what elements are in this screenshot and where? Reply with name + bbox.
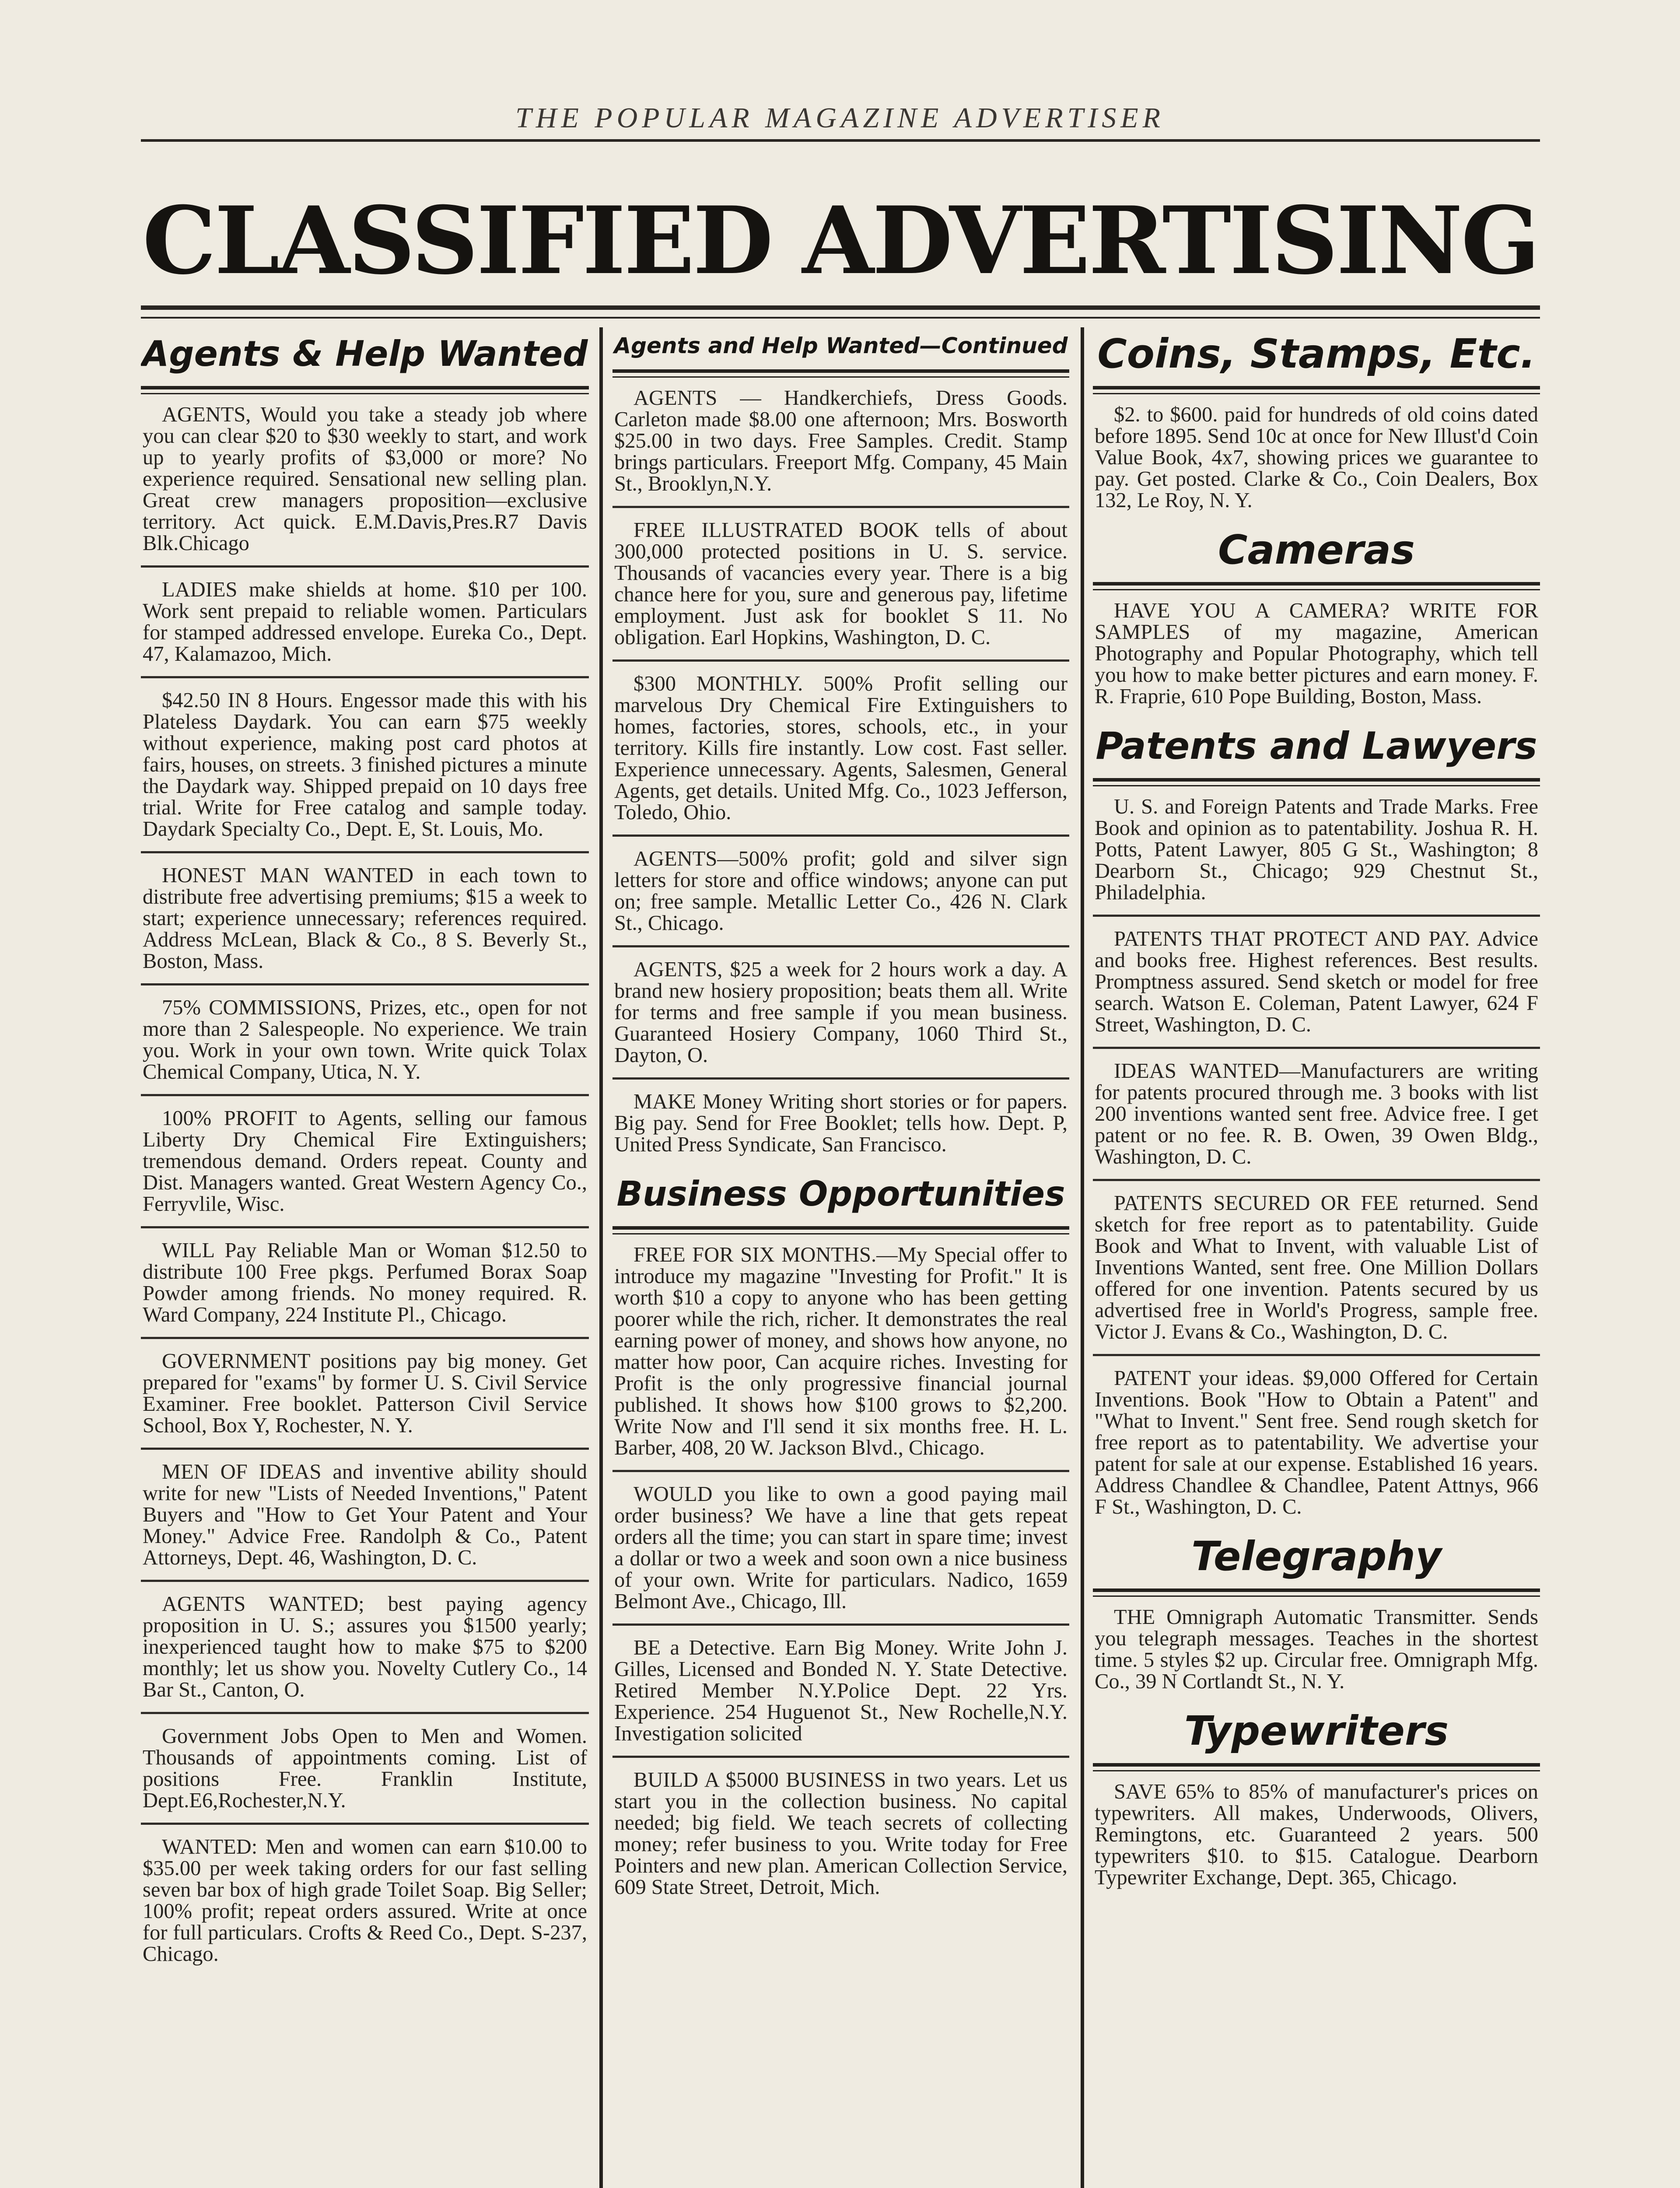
ad-divider — [612, 1756, 1069, 1758]
section-heading: Business Opportunities — [616, 1175, 1065, 1214]
ad-divider — [141, 851, 589, 853]
classified-ad: BE a Detective. Earn Big Money. Write John J. Gilles, Licensed and Bonded N. Y. State Detective. Retired Member N.Y.Police Dept. 22 Yrs. Experience. 254 Huguenot St., New Rochelle,N.Y. Investigation solicited — [614, 1636, 1068, 1745]
column-3 — [1093, 328, 1540, 2188]
column-2 — [612, 328, 1069, 2188]
classified-ad: WOULD you like to own a good paying mail order business? We have a line that gets repeat orders all the time; you can start in spare time; invest a dollar or two a week and soon own a nice business of your own. Write for particulars. Nadico, 1659 Belmont Ave., Chicago, Ill. — [614, 1483, 1068, 1613]
classified-ad: WANTED: Men and women can earn $10.00 to $35.00 per week taking orders for our fast selling seven bar box of high grade Toilet Soap. Big Seller; 100% profit; repeat orders assured. Write at once for full particulars. Crofts & Reed Co., Dept. S-237, Chicago. — [143, 1835, 587, 1966]
classified-ad: $300 MONTHLY. 500% Profit selling our marvelous Dry Chemical Fire Extinguishers to homes, factories, stores, schools, etc., in your territory. Kills fire instantly. Low cost. Fast seller. Experience unnecessary. Agents, Salesmen, General Agents, get details. United Mfg. Co., 1023 Jefferson, Toledo, Ohio. — [614, 672, 1068, 824]
classified-ad: AGENTS WANTED; best paying agency proposition in U. S.; assures you $1500 yearly; inexperienced taught how to make $75 to $200 monthly; let us show you. Novelty Cutlery Co., 14 Bar St., Canton, O. — [143, 1592, 587, 1701]
column-divider-left — [599, 327, 603, 2188]
ad-divider — [1093, 1354, 1540, 1356]
page-title: CLASSIFIED ADVERTISING — [142, 186, 1539, 295]
ad-divider — [612, 1470, 1069, 1472]
classified-ad: 100% PROFIT to Agents, selling our famous Liberty Dry Chemical Fire Extinguishers; tremendous demand. Orders repeat. County and Dist. Managers wanted. Great Western Agency Co., Ferryvlile, Wisc. — [143, 1107, 587, 1216]
classified-ad: THE Omnigraph Automatic Transmitter. Sends you telegraph messages. Teaches in the shortest time. 5 styles $2 up. Circular free. Omnigraph Mfg. Co., 39 N Cortlandt St., N. Y. — [1095, 1606, 1538, 1693]
section-heading: Agents and Help Wanted—Continued — [614, 333, 1068, 358]
classified-ad: Government Jobs Open to Men and Women. Thousands of appointments coming. List of positions Free. Franklin Institute, Dept.E6,Rochester,N.Y. — [143, 1725, 587, 1812]
column-divider-right — [1081, 327, 1084, 2188]
ad-divider — [1093, 1179, 1540, 1181]
classified-ad: WILL Pay Reliable Man or Woman $12.50 to distribute 100 Free pkgs. Perfumed Borax Soap Powder among friends. No money required. R. Ward Company, 224 Institute Pl., Chicago. — [143, 1239, 587, 1326]
title-rule-thick — [141, 305, 1540, 310]
ad-divider — [612, 945, 1069, 947]
classified-ad: FREE FOR SIX MONTHS.—My Special offer to introduce my magazine "Investing for Profit." It is worth $10 a copy to anyone who has been getting poorer while the rich, richer. It demonstrates the real earning power of money, and shows how anyone, no matter how poor, Can acquire riches. Investing for Profit is the only progressive financial journal published. It shows how $100 grows to $2,200. Write Now and I'll send it six months free. H. L. Barber, 408, 20 W. Jackson Blvd., Chicago. — [614, 1243, 1068, 1459]
section-heading: Agents & Help Wanted — [142, 333, 588, 374]
classified-ad: MAKE Money Writing short stories or for papers. Big pay. Send for Free Booklet; tells how. Dept. P, United Press Syndicate, San Francisco. — [614, 1090, 1068, 1156]
section-heading: Coins, Stamps, Etc. — [1097, 330, 1536, 377]
section-rule — [1093, 1763, 1540, 1771]
section-rule — [612, 369, 1069, 378]
classified-ad: SAVE 65% to 85% of manufacturer's prices on typewriters. All makes, Underwoods, Olivers, Remingtons, etc. Guaranteed 2 years. 500 typewriters $10. to $15. Catalogue. Dearborn Typewriter Exchange, Dept. 365, Chicago. — [1095, 1780, 1538, 1889]
ad-divider — [1093, 915, 1540, 917]
classified-ad: IDEAS WANTED—Manufacturers are writing for patents procured through me. 3 books with list 200 inventions wanted sent free. Advice free. I get patent or no fee. R. B. Owen, 39 Owen Bldg., Washington, D. C. — [1095, 1059, 1538, 1168]
ad-divider — [1093, 1047, 1540, 1049]
section-rule — [1093, 778, 1540, 786]
classified-ad: GOVERNMENT positions pay big money. Get prepared for "exams" by former U. S. Civil Service Examiner. Free booklet. Patterson Civil Service School, Box Y, Rochester, N. Y. — [143, 1350, 587, 1437]
section-heading: Cameras — [1218, 526, 1415, 573]
section-spacer — [1093, 707, 1540, 720]
ad-divider — [612, 506, 1069, 508]
ad-divider — [612, 1077, 1069, 1080]
ad-divider — [141, 565, 589, 568]
ad-divider — [612, 659, 1069, 662]
section-rule — [141, 386, 589, 394]
section-spacer — [1093, 1692, 1540, 1705]
section-spacer — [1093, 1518, 1540, 1531]
classified-ad: PATENTS THAT PROTECT AND PAY. Advice and books free. Highest references. Best results. Promptness assured. Send sketch or model for free search. Watson E. Coleman, Patent Lawyer, 624 F Street, Washington, D. C. — [1095, 927, 1538, 1036]
classified-ad: $2. to $600. paid for hundreds of old coins dated before 1895. Send 10c at once for New Illust'd Coin Value Book, 4x7, showing prices we guarantee to pay. Get posted. Clarke & Co., Coin Dealers, Box 132, Le Roy, N. Y. — [1095, 403, 1538, 512]
section-heading: Typewriters — [1184, 1708, 1449, 1754]
classified-ad: U. S. and Foreign Patents and Trade Marks. Free Book and opinion as to patentability. Joshua R. H. Potts, Patent Lawyer, 805 G St., Washington; 8 Dearborn St., Chicago; 929 Chestnut St., Philadelphia. — [1095, 795, 1538, 904]
classified-ad: AGENTS—500% profit; gold and silver sign letters for store and office windows; anyone can put on; free sample. Metallic Letter Co., 426 N. Clark St., Chicago. — [614, 847, 1068, 935]
ad-divider — [141, 1448, 589, 1450]
classified-ad: HONEST MAN WANTED in each town to distribute free advertising premiums; $15 a week to start; experience unnecessary; references required. Address McLean, Black & Co., 8 S. Beverly St., Boston, Mass. — [143, 864, 587, 973]
classified-ad: MEN OF IDEAS and inventive ability should write for new "Lists of Needed Inventions," Patent Buyers and "How to Get Your Patent and Your Money." Advice Free. Randolph & Co., Patent Attorneys, Dept. 46, Washington, D. C. — [143, 1460, 587, 1569]
classified-ad: LADIES make shields at home. $10 per 100. Work sent prepaid to reliable women. Particulars for stamped addressed envelope. Eureka Co., Dept. 47, Kalamazoo, Mich. — [143, 578, 587, 666]
classified-ad: PATENT your ideas. $9,000 Offered for Certain Inventions. Book "How to Obtain a Patent" and "What to Invent." Sent free. Send rough sketch for free report as to patentability. We advertise your patent for sale at our expense. Established 16 years. Address Chandlee & Chandlee, Patent Attnys, 966 F St., Washington, D. C. — [1095, 1367, 1538, 1518]
ad-divider — [141, 983, 589, 985]
classified-ad: PATENTS SECURED OR FEE returned. Send sketch for free report as to patentability. Guide Book and What to Invent, with valuable List of Inventions Wanted, sent free. One Million Dollars offered for one invention. Patents secured by us advertised free in World's Progress, sample free. Victor J. Evans & Co., Washington, D. C. — [1095, 1192, 1538, 1343]
section-spacer — [612, 1155, 1069, 1168]
column-1 — [141, 328, 589, 2188]
ad-divider — [612, 835, 1069, 837]
ad-divider — [141, 1226, 589, 1228]
ad-divider — [141, 1712, 589, 1714]
section-spacer — [1093, 511, 1540, 524]
ad-divider — [141, 1823, 589, 1825]
running-head: THE POPULAR MAGAZINE ADVERTISER — [515, 102, 1165, 134]
section-heading: Telegraphy — [1191, 1533, 1442, 1580]
classified-ad: HAVE YOU A CAMERA? WRITE FOR SAMPLES of my magazine, American Photography and Popular Photography, which tell you how to make better pictures and earn money. F. R. Fraprie, 610 Pope Building, Boston, Mass. — [1095, 599, 1538, 708]
ad-divider — [141, 676, 589, 678]
section-rule — [1093, 386, 1540, 394]
section-rule — [612, 1226, 1069, 1234]
title-rule-thin — [141, 317, 1540, 319]
classified-ad: $42.50 IN 8 Hours. Engessor made this with his Plateless Daydark. You can earn $75 weekly without experience, making post card photos at fairs, houses, on streets. 3 finished pictures a minute the Daydark way. Shipped prepaid on 10 days free trial. Write for Free catalog and sample today. Daydark Specialty Co., Dept. E, St. Louis, Mo. — [143, 689, 587, 841]
classified-ad: AGENTS — Handkerchiefs, Dress Goods. Carleton made $8.00 one afternoon; Mrs. Bosworth $25.00 in two days. Free Samples. Credit. Stamp brings particulars. Freeport Mfg. Company, 45 Main St., Brooklyn,N.Y. — [614, 386, 1068, 495]
ad-divider — [612, 1623, 1069, 1626]
header-rule — [141, 139, 1540, 142]
classified-ad: FREE ILLUSTRATED BOOK tells of about 300,000 protected positions in U. S. service. Thousands of vacancies every year. There is a big chance here for you, sure and generous pay, lifetime employment. Just ask for booklet S 11. No obligation. Earl Hopkins, Washington, D. C. — [614, 519, 1068, 649]
classified-ad: BUILD A $5000 BUSINESS in two years. Let us start you in the collection business. No capital needed; big field. We teach secrets of collecting money; refer business to you. Write today for Free Pointers and new plan. American Collection Service, 609 State Street, Detroit, Mich. — [614, 1768, 1068, 1899]
classified-ad: 75% COMMISSIONS, Prizes, etc., open for not more than 2 Salespeople. No experience. We train you. Work in your own town. Write quick Tolax Chemical Company, Utica, N. Y. — [143, 996, 587, 1083]
ad-divider — [141, 1580, 589, 1582]
section-heading: Patents and Lawyers — [1096, 724, 1537, 768]
section-rule — [1093, 582, 1540, 590]
section-rule — [1093, 1588, 1540, 1597]
classified-ad: AGENTS, $25 a week for 2 hours work a day. A brand new hosiery proposition; beats them all. Write for terms and free sample if you mean business. Guaranteed Hosiery Company, 1060 Third St., Dayton, O. — [614, 958, 1068, 1067]
ad-divider — [141, 1337, 589, 1339]
classified-ad: AGENTS, Would you take a steady job where you can clear $20 to $30 weekly to start, and work up to yearly profits of $3,000 or more? No experience required. Sensational new selling plan. Great crew managers proposition—exclusive territory. Act quick. E.M.Davis,Pres.R7 Davis Blk.Chicago — [143, 403, 587, 555]
ad-divider — [141, 1094, 589, 1096]
